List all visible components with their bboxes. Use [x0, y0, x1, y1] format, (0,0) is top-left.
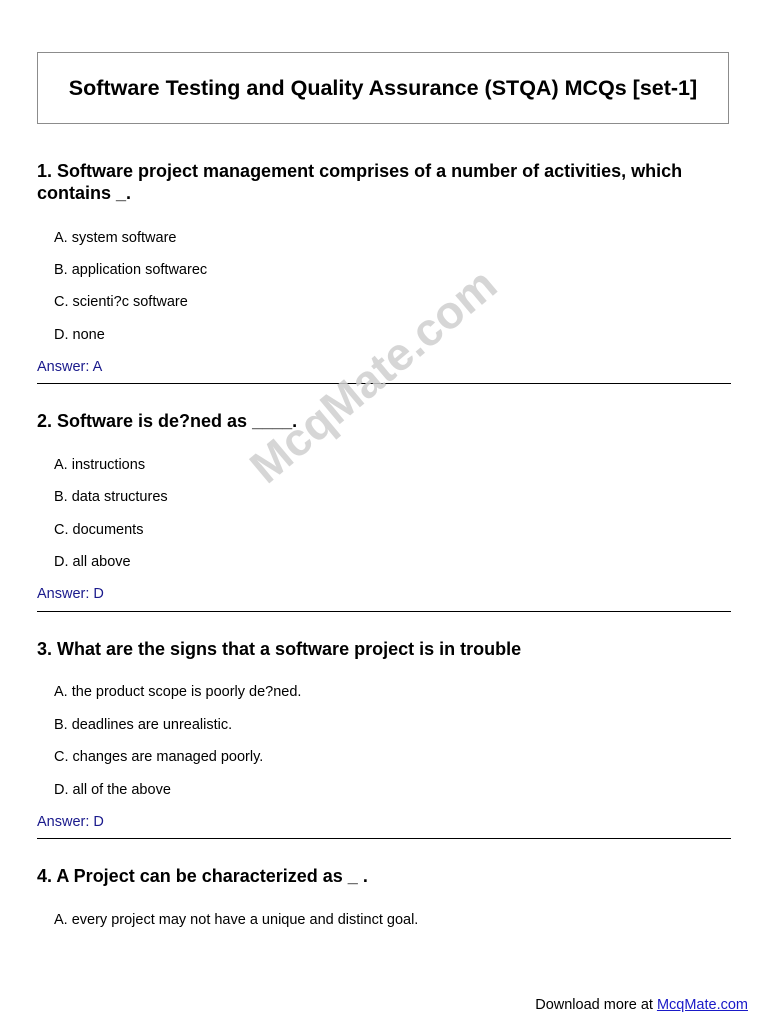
option-a[interactable]: A. every project may not have a unique and distinct goal. — [54, 912, 419, 928]
divider — [37, 838, 731, 839]
answer-label: Answer: D — [37, 586, 104, 602]
option-c[interactable]: C. changes are managed poorly. — [54, 749, 264, 765]
option-b[interactable]: B. data structures — [54, 489, 168, 505]
answer-label: Answer: D — [37, 814, 104, 830]
page-title: Software Testing and Quality Assurance (STQA) MCQs [set-1] — [68, 75, 698, 100]
option-a[interactable]: A. system software — [54, 230, 177, 246]
option-d[interactable]: D. all above — [54, 554, 131, 570]
question-1 — [37, 160, 731, 386]
option-c[interactable]: C. scienti?c software — [54, 294, 188, 310]
option-c[interactable]: C. documents — [54, 522, 144, 538]
footer-prefix: Download more at — [535, 997, 657, 1013]
option-a[interactable]: A. the product scope is poorly de?ned. — [54, 684, 302, 700]
footer — [535, 997, 748, 1013]
divider — [37, 611, 731, 612]
answer-label: Answer: A — [37, 359, 103, 375]
option-a[interactable]: A. instructions — [54, 457, 146, 473]
option-d[interactable]: D. all of the above — [54, 782, 171, 798]
title-box — [37, 52, 729, 124]
question-4 — [37, 865, 731, 945]
divider — [37, 383, 731, 384]
question-2 — [37, 410, 731, 614]
option-d[interactable]: D. none — [54, 327, 105, 343]
question-text: 3. What are the signs that a software project is in trouble — [37, 639, 522, 659]
option-b[interactable]: B. application softwarec — [54, 262, 208, 278]
watermark: McqMate.com — [239, 257, 507, 493]
question-text: 2. Software is de?ned as ____. — [37, 411, 298, 431]
footer-link[interactable]: McqMate.com — [656, 997, 748, 1013]
question-text: 4. A Project can be characterized as _ . — [37, 866, 368, 886]
question-text: 1. Software project management comprises of a number of activities, which contains _. — [37, 161, 683, 203]
question-3 — [37, 638, 731, 842]
option-b[interactable]: B. deadlines are unrealistic. — [54, 717, 233, 733]
